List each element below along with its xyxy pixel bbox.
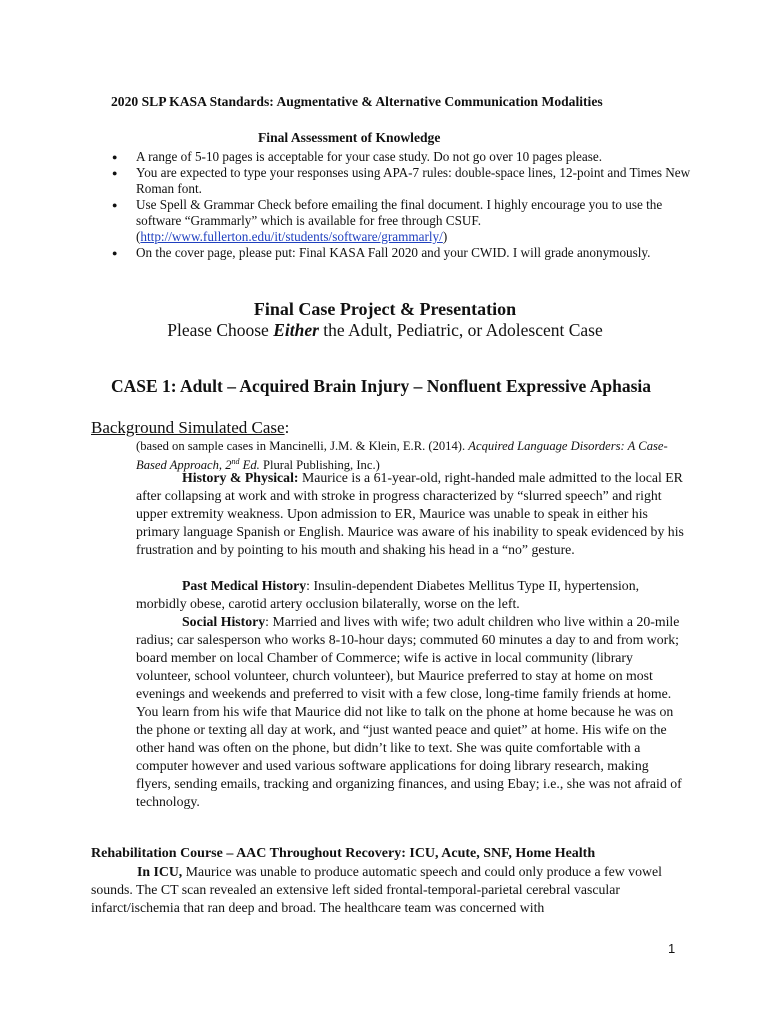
social-history-paragraph: Social History: Married and lives with wife; two adult children who live within a 20-mile radius; car salesperson who works 8-10-hour days; commuted 60 minutes a day to and from work; board member on local Chamber of Commerce; wife is active in local community (library volunteer, school volunteer, church volunteer), but Maurice preferred to stay at home on most evenings and weekends and preferred to visit with a few close, long-time family friends at home. You learn from his wife that Maurice did not like to talk on the phone at home because he was on the phone or texting all day at work, and “just wanted peace and quiet” at home. His wife on the other hand was often on the phone, but didn’t like to text. She was quite comfortable with a computer however and used various software applications for doing library research, making flyers, sending emails, tracking and organizing finances, and using Ebay; i.e., she was not afraid of technology. (136, 614, 682, 809)
document-title: 2020 SLP KASA Standards: Augmentative & Alternative Communication Modalities (111, 94, 603, 109)
instructions-list (112, 149, 696, 261)
bullet-icon: ● (112, 152, 118, 162)
instruction-item: ● A range of 5-10 pages is acceptable for your case study. Do not go over 10 pages please. (112, 149, 603, 164)
bullet-icon: ● (112, 168, 118, 178)
history-physical-paragraph: History & Physical: Maurice is a 61-year-old, right-handed male admitted to the local ER after collapsing at work and with stroke in progress characterized by “slurred speech” and right upper extremity weakness. Upon admission to ER, Maurice was unable to speak in either his primary language Spanish or English. Maurice was aware of his inability to speak evidenced by his frustration and by pointing to his mouth and shaking his head in a “no” gesture. (136, 470, 684, 557)
past-medical-history-paragraph: Past Medical History: Insulin-dependent Diabetes Mellitus Type II, hypertension, morbidly obese, carotid artery occlusion bilaterally, worse on the left. (136, 578, 640, 611)
instruction-item: ● On the cover page, please put: Final KASA Fall 2020 and your CWID. I will grade anonymously. (112, 245, 651, 260)
rehab-course-heading: Rehabilitation Course – AAC Throughout Recovery: ICU, Acute, SNF, Home Health (91, 846, 596, 861)
background-heading: Background Simulated Case: (91, 418, 290, 437)
instruction-item: ● Use Spell & Grammar Check before emailing the final document. I highly encourage you to use the software “Grammarly” which is available for free through CSUF. (http://www.fullerton.edu/it/students/software/grammarly/) (112, 197, 663, 244)
document-subtitle: Final Assessment of Knowledge (258, 130, 441, 145)
source-citation: (based on sample cases in Mancinelli, J.M. & Klein, E.R. (2014). Acquired Language Disorders: A Case-Based Approach, 2nd Ed. Plural Publishing, Inc.) (136, 439, 668, 473)
bullet-icon: ● (112, 200, 118, 210)
choose-case-line: Please Choose Either the Adult, Pediatric, or Adolescent Case (167, 320, 603, 340)
instruction-item: ● You are expected to type your responses using APA-7 rules: double-space lines, 12-point and Times New Roman font. (112, 165, 691, 196)
page-number: 1 (668, 941, 676, 956)
section-title: Final Case Project & Presentation (253, 299, 517, 319)
grammarly-link[interactable]: http://www.fullerton.edu/it/students/software/grammarly/ (140, 229, 443, 244)
icu-paragraph: In ICU, Maurice was unable to produce automatic speech and could only produce a few vowel sounds. The CT scan revealed an extensive left sided frontal-temporal-parietal cerebral vascular infarct/ischemia that ran deep and broad. The healthcare team was concerned with (91, 864, 662, 915)
case-title: CASE 1: Adult – Acquired Brain Injury – Nonfluent Expressive Aphasia (111, 376, 652, 396)
bullet-icon: ● (112, 248, 118, 258)
